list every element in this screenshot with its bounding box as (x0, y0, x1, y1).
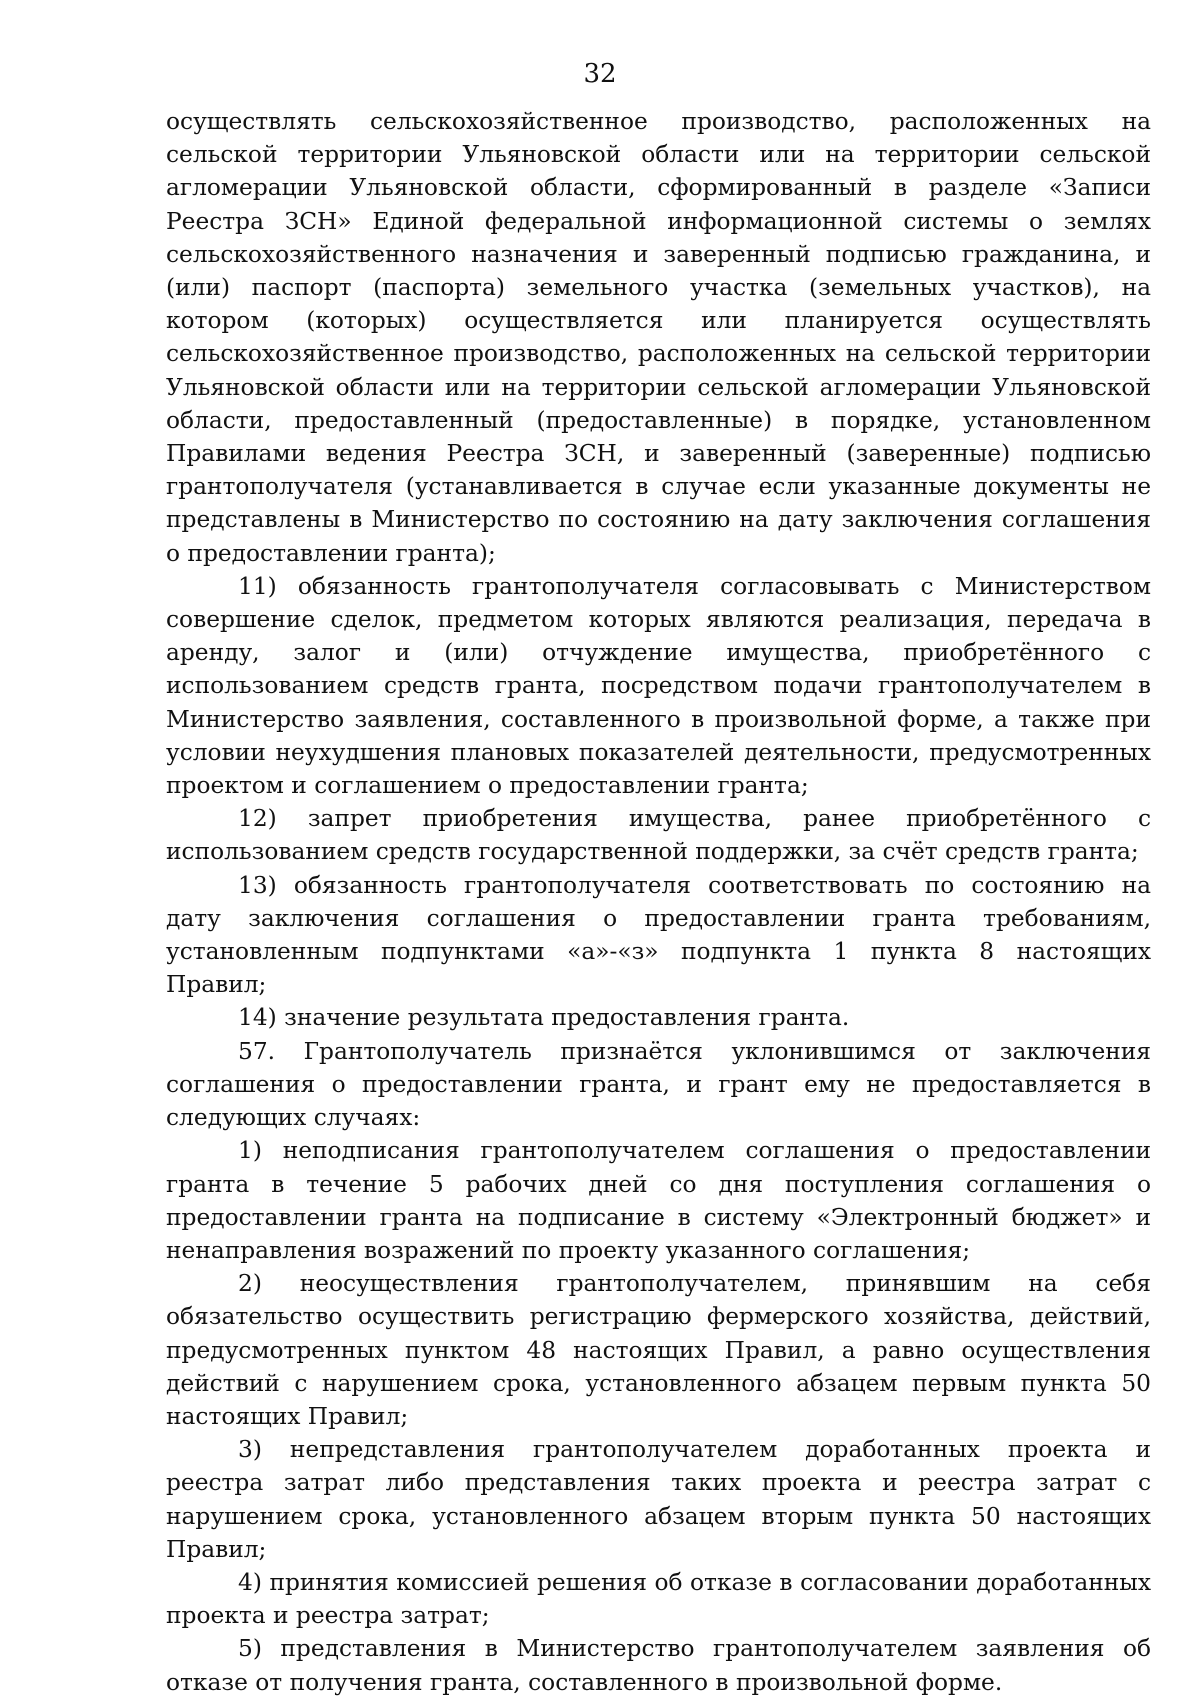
document-body (166, 105, 1151, 1699)
paragraph-case-1: 1) неподписания грантополучателем соглашения о предоставлении гранта в течение 5 рабочих дней со дня поступления соглашения о предоставлении гранта на подписание в систему «Электронный бюджет» и ненаправления возражений по проекту указанного соглашения; (166, 1137, 1151, 1264)
paragraph-case-2: 2) неосуществления грантополучателем, принявшим на себя обязательство осуществить регистрацию фермерского хозяйства, действий, предусмотренных пунктом 48 настоящих Правил, а равно осуществления действий с нарушением срока, установленного абзацем первым пункта 50 настоящих Правил; (166, 1270, 1151, 1430)
paragraph-case-3: 3) непредставления грантополучателем доработанных проекта и реестра затрат либо представления таких проекта и реестра затрат с нарушением срока, установленного абзацем вторым пункта 50 настоящих Правил; (166, 1436, 1151, 1563)
paragraph-item-13: 13) обязанность грантополучателя соответствовать по состоянию на дату заключения соглашения о предоставлении гранта требованиям, установленным подпунктами «а»-«з» подпункта 1 пункта 8 настоящих Правил; (166, 871, 1151, 999)
paragraph-continuation: осуществлять сельскохозяйственное производство, расположенных на сельской территории Ульяновской области или на территории сельской агломерации Ульяновской области, сформированный в разделе «Записи Реестра ЗСН» Единой федеральной информационной системы о землях сельскохозяйственного назначения и заверенный подписью гражданина, и (или) паспорт (паспорта) земельного участка (земельных участков), на котором (которых) осуществляется или планируется осуществлять сельскохозяйственное производство, расположенных на сельской территории Ульяновской области или на территории сельской агломерации Ульяновской области, предоставленный (предоставленные) в порядке, установленном Правилами ведения Реестра ЗСН, и заверенный (заверенные) подписью грантополучателя (устанавливается в случае если указанные документы не представлены в Министерство по состоянию на дату заключения соглашения о предоставлении гранта); (166, 108, 1151, 567)
paragraph-case-5: 5) представления в Министерство грантополучателем заявления об отказе от получения гранта, составленного в произвольной форме. (166, 1635, 1151, 1696)
paragraph-item-11: 11) обязанность грантополучателя согласовывать с Министерством совершение сделок, предметом которых являются реализация, передача в аренду, залог и (или) отчуждение имущества, приобретённого с использованием средств гранта, посредством подачи грантополучателем в Министерство заявления, составленного в произвольной форме, а также при условии неухудшения плановых показателей деятельности, предусмотренных проектом и соглашением о предоставлении гранта; (166, 572, 1151, 800)
paragraph-item-14: 14) значение результата предоставления гранта. (238, 1004, 850, 1032)
page-number: 32 (583, 59, 617, 89)
paragraph-case-4: 4) принятия комиссией решения об отказе в согласовании доработанных проекта и реестра затрат; (166, 1568, 1151, 1630)
paragraph-item-12: 12) запрет приобретения имущества, ранее приобретённого с использованием средств государственной поддержки, за счёт средств гранта; (166, 805, 1151, 866)
paragraph-section-57: 57. Грантополучатель признаётся уклонившимся от заключения соглашения о предоставлении гранта, и грант ему не предоставляется в следующих случаях: (166, 1037, 1151, 1132)
